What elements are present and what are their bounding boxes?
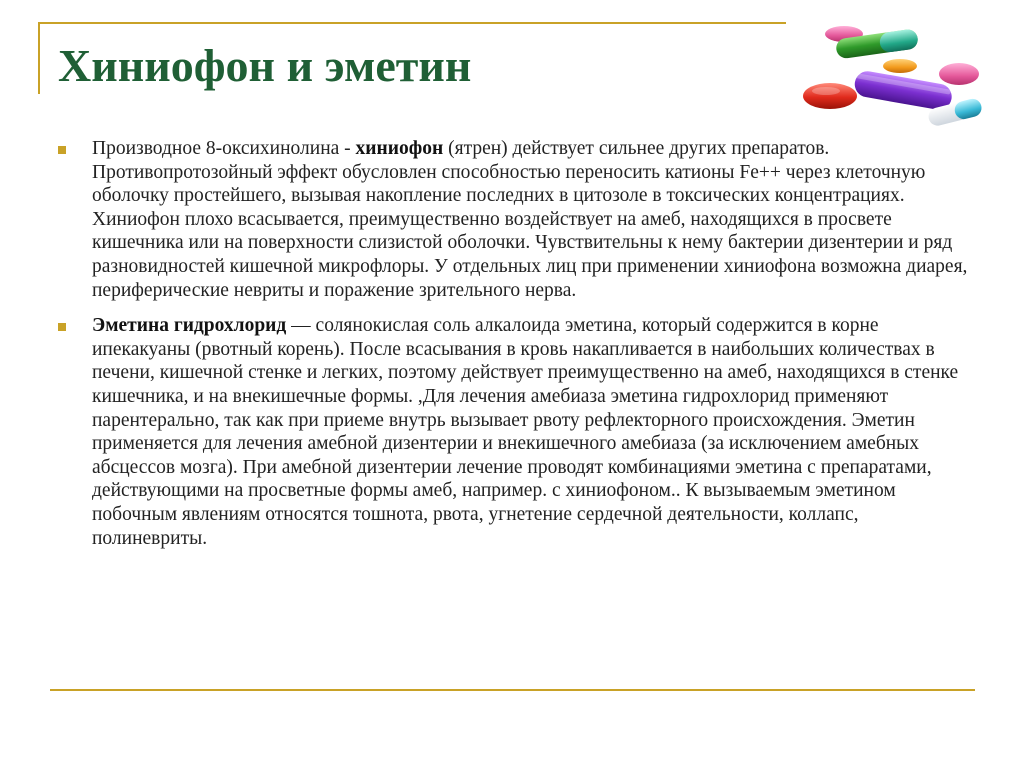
bullet-item-hiniofon [58, 137, 973, 302]
bullet-square-icon [58, 146, 66, 154]
frame-top-line [38, 22, 786, 24]
pills-image [796, 14, 986, 130]
slide-title: Хиниофон и эметин [58, 40, 472, 91]
bullet-text [92, 314, 973, 550]
frame-left-line [38, 22, 40, 94]
bullet-item-emetine [58, 314, 973, 550]
bullet-lead: Производное 8-оксихинолина - [92, 138, 356, 159]
bullet-body: (ятрен) действует сильнее других препаратов. Противопротозойный эффект обусловлен способностью переносить катионы Fe++ через клеточную оболочку простейшего, вызывая накопление последних в цитозоле в токсических концентрациях. Хиниофон плохо всасывается, преимущественно воздействует на амеб, находящихся в просвете кишечника или на поверхности слизистой оболочки. Чувствительны к нему бактерии дизентерии и ряд разновидностей кишечной микрофлоры. У отдельных лиц при применении хиниофона возможна диарея, периферические невриты и поражение зрительного нерва. [92, 138, 968, 301]
bullet-bold-term: Эметина гидрохлорид [92, 315, 287, 337]
bullet-text [92, 137, 973, 302]
frame-bottom-line [50, 689, 975, 691]
bullet-list [58, 137, 973, 562]
bullet-body: — солянокислая соль алкалоида эметина, который содержится в корне ипекакуаны (рвотный корень). После всасывания в кровь накапливается в наибольших количествах в печени, кишечной стенке и легких, поэтому действует преимущественно на амеб, находящихся в стенке кишечника, и на внекишечные формы. ,Для лечения амебиаза эметина гидрохлорид применяют парентерально, так как при приеме внутрь вызывает рвоту рефлекторного происхождения. Эметин применяется для лечения амебной дизентерии и внекишечного амебиаза (за исключением амебных абсцессов мозга). При амебной дизентерии лечение проводят комбинациями эметина с препаратами, действующими на просветные формы амеб, например. с хиниофоном.. К вызываемым эметином побочным явлениям относятся тошнота, рвота, угнетение сердечной деятельности, коллапс, полиневриты. [92, 315, 959, 549]
bullet-bold-term: хиниофон [355, 138, 444, 159]
bullet-square-icon [58, 323, 66, 331]
